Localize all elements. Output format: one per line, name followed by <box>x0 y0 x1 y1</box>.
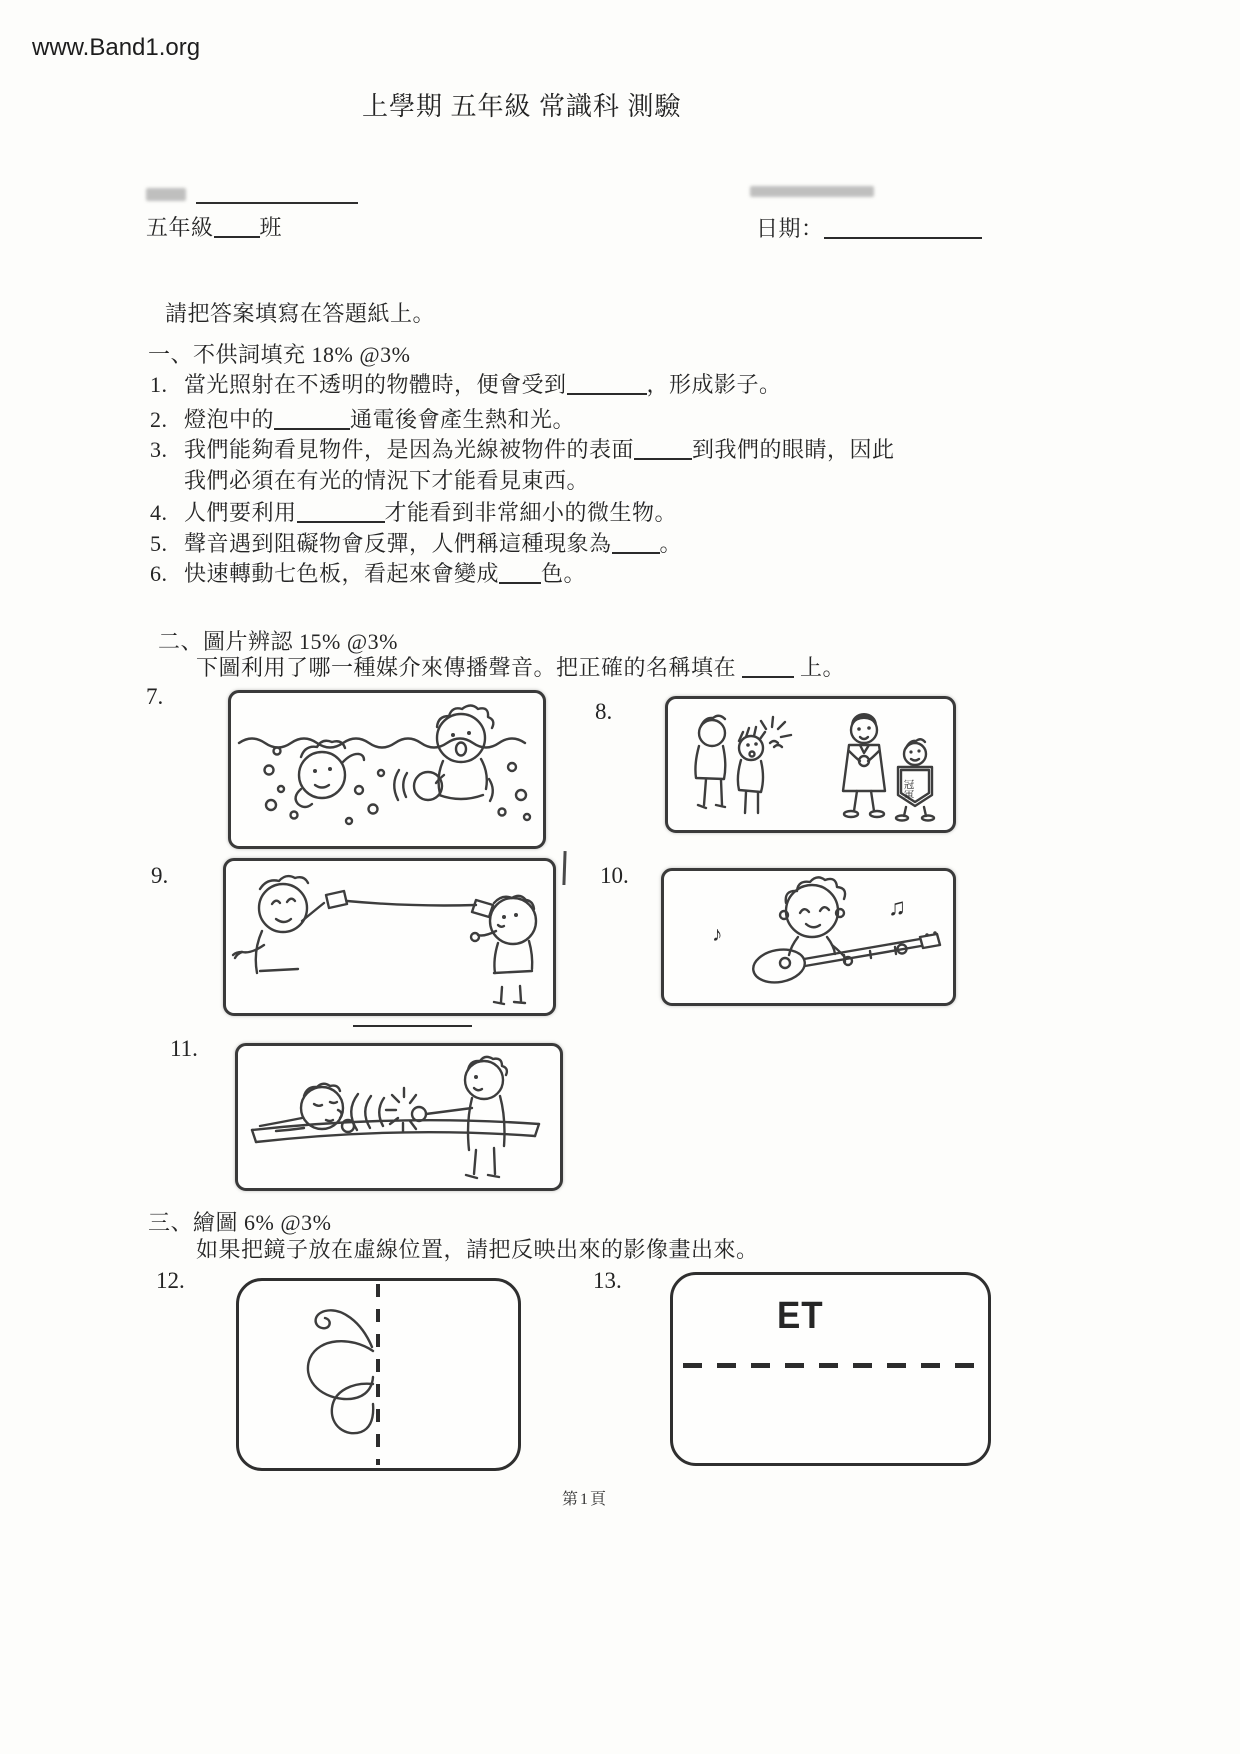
figure-13-box <box>670 1272 991 1466</box>
underwater-children-illustration <box>231 693 536 839</box>
figure-number-10: 10. <box>600 863 629 888</box>
question-text: 當光照射在不透明的物體時，便會受到 <box>184 372 567 397</box>
faded-name-label <box>146 188 186 201</box>
question-text: 人們要利用 <box>184 500 297 525</box>
answer-blank <box>499 562 541 584</box>
question-number: 4. <box>150 500 168 525</box>
figure-9-box <box>223 858 556 1016</box>
class-line <box>146 211 282 242</box>
question-row-3-cont <box>184 464 589 495</box>
table-knocking-illustration <box>238 1046 553 1181</box>
section1-heading: 一、不供詞填充 18% @3% <box>148 342 411 367</box>
intro-text: 上。 <box>800 655 846 680</box>
page-number: 第1頁 <box>562 1491 609 1508</box>
answer-blank <box>612 532 660 554</box>
class-suffix: 班 <box>259 215 283 240</box>
question-row-5 <box>150 527 682 558</box>
scan-artifact-mark <box>562 851 566 885</box>
answer-blank <box>742 656 794 678</box>
section3-heading: 三、繪圖 6% @3% <box>148 1210 332 1235</box>
question-text: 燈泡中的 <box>184 407 275 432</box>
page-title: 上學期 五年級 常識科 測驗 <box>362 92 682 121</box>
question-number: 6. <box>150 561 168 586</box>
date-line <box>756 212 982 243</box>
figure-number-11: 11. <box>170 1036 198 1061</box>
question-text: 我們能夠看見物件，是因為光線被物件的表面 <box>184 437 635 462</box>
question-row-6 <box>150 557 586 588</box>
figure-8-box <box>665 696 956 833</box>
mirror-source-text: ET <box>777 1295 824 1337</box>
question-row-1 <box>150 368 782 399</box>
music-note-icon: ♫ <box>888 895 906 921</box>
date-blank <box>824 217 982 239</box>
applause-champion-illustration <box>668 699 946 823</box>
figure-12-box <box>236 1278 521 1471</box>
answer-blank <box>567 373 647 395</box>
mirror-dashed-line <box>683 1363 978 1368</box>
question-number: 5. <box>150 531 168 556</box>
question-number: 2. <box>150 407 168 432</box>
question-text: 快速轉動七色板，看起來會變成 <box>184 561 500 586</box>
section3-intro: 如果把鏡子放在虛線位置，請把反映出來的影像畫出來。 <box>196 1237 759 1262</box>
figure-11-box <box>235 1043 563 1191</box>
music-note-icon: ♪ <box>712 922 723 946</box>
question-text: 我們必須在有光的情況下才能看見東西。 <box>184 468 590 493</box>
watermark-text: www.Band1.org <box>32 34 201 61</box>
faded-print-mark <box>750 186 874 197</box>
champion-banner-text: 冠軍 <box>902 779 914 800</box>
question-number: 1. <box>150 372 168 397</box>
question-text: 到我們的眼睛，因此 <box>692 437 895 462</box>
question-row-4 <box>150 496 677 527</box>
section2-intro <box>196 651 845 682</box>
figure-number-8: 8. <box>595 699 613 724</box>
question-text: 色。 <box>541 561 587 586</box>
question-number: 3. <box>150 437 168 462</box>
string-telephone-illustration <box>226 861 546 1006</box>
question-text: 。 <box>659 531 683 556</box>
figure-10-box <box>661 868 956 1006</box>
figure-number-9: 9. <box>151 863 169 888</box>
figure-number-12: 12. <box>156 1268 185 1293</box>
question-row-2 <box>150 403 575 434</box>
question-text: 通電後會產生熱和光。 <box>350 407 576 432</box>
figure-number-7: 7. <box>146 684 164 709</box>
date-label: 日期： <box>756 216 824 241</box>
question-text: 才能看到非常細小的微生物。 <box>384 500 678 525</box>
intro-text: 下圖利用了哪一種媒介來傳播聲音。把正確的名稱填在 <box>196 655 737 680</box>
answer-blank-line <box>353 1025 472 1027</box>
half-butterfly-illustration <box>239 1281 379 1468</box>
answer-blank <box>634 438 692 460</box>
answer-blank <box>274 408 350 430</box>
question-text: 聲音遇到阻礙物會反彈，人們稱這種現象為 <box>184 531 612 556</box>
figure-number-13: 13. <box>593 1268 622 1293</box>
class-blank <box>214 216 260 238</box>
class-prefix: 五年級 <box>146 215 214 240</box>
question-row-3 <box>150 433 895 464</box>
answer-blank <box>297 501 385 523</box>
instructions-text: 請把答案填寫在答題紙上。 <box>165 301 436 326</box>
question-text: ，形成影子。 <box>646 372 782 397</box>
figure-7-box <box>228 690 546 849</box>
guitar-boy-illustration <box>664 871 946 996</box>
section2-heading: 二、圖片辨認 15% @3% <box>158 629 398 654</box>
name-blank-line <box>196 202 358 204</box>
